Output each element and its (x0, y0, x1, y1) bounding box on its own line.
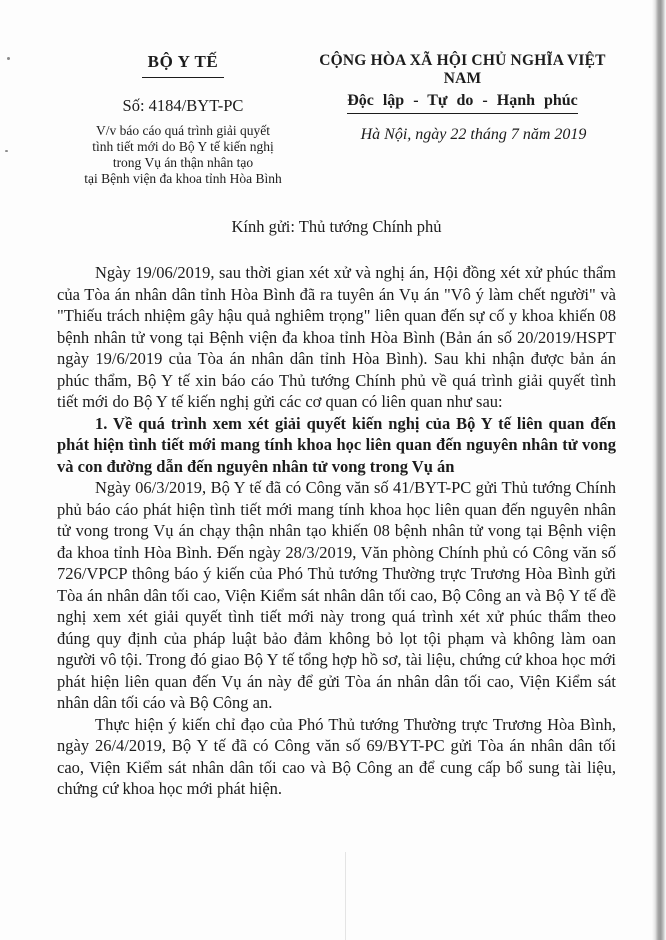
header-national-block (309, 52, 616, 187)
salutation: Kính gửi: Thủ tướng Chính phủ (231, 217, 442, 236)
header-issuer-block (57, 52, 309, 187)
document-number: Số: 4184/BYT-PC (122, 96, 244, 115)
scan-fold-line (345, 852, 346, 940)
subject-line: V/v báo cáo quá trình giải quyết (96, 123, 270, 138)
document-body (57, 262, 616, 800)
scan-speck (7, 57, 10, 60)
subject-line: tình tiết mới do Bộ Y tế kiến nghị (92, 139, 274, 154)
motto-wrap (309, 88, 616, 114)
body-paragraph: Ngày 19/06/2019, sau thời gian xét xử và nghị án, Hội đồng xét xử phúc thẩm của Tòa án nhân dân tỉnh Hòa Bình đã ra tuyên án Vụ án "Vô ý làm chết người" và "Thiếu trách nhiệm gây hậu quả nghiêm trọng" liên quan đến sự cố y khoa khiến 08 bệnh nhân tử vong tại Bệnh viện đa khoa tỉnh Hòa Bình (Bản án số 20/2019/HSPT ngày 19/6/2019 của Tòa án nhân dân tỉnh Hòa Bình). Sau khi nhận được bản án phúc thẩm, Bộ Y tế xin báo cáo Thủ tướng Chính phủ về quá trình giải quyết tình tiết mới do Bộ Y tế kiến nghị gửi các cơ quan có liên quan như sau: (57, 263, 616, 411)
document-header (57, 52, 616, 187)
place-and-date: Hà Nội, ngày 22 tháng 7 năm 2019 (360, 126, 587, 143)
scan-speck (5, 150, 8, 152)
body-paragraph: Ngày 06/3/2019, Bộ Y tế đã có Công văn số 41/BYT-PC gửi Thủ tướng Chính phủ báo cáo phát hiện tình tiết mới mang tính khoa học liên quan đến nguyên nhân tử vong trong Vụ án chạy thận nhân tạo khiến 08 bệnh nhân tử vong tại Bệnh viện đa khoa tỉnh Hòa Bình. Đến ngày 28/3/2019, Văn phòng Chính phủ có Công văn số 726/VPCP thông báo ý kiến của Phó Thủ tướng Thường trực Trương Hòa Bình gửi Tòa án nhân dân tối cao, Viện Kiểm sát nhân dân tối cao, Bộ Công an và Bộ Y tế đề nghị xem xét giải quyết tình tiết mới này trong quá trình xét xử phúc thẩm theo đúng quy định của pháp luật bảo đảm không bỏ lọt tội phạm và không làm oan người vô tội. Trong đó giao Bộ Y tế tổng hợp hồ sơ, tài liệu, chứng cứ khoa học mới phát hiện liên quan đến Vụ án này để gửi Tòa án nhân dân tối cao, Viện Kiểm sát nhân dân tối cáo và Bộ Công an. (57, 478, 616, 712)
body-paragraph: Thực hiện ý kiến chỉ đạo của Phó Thủ tướng Thường trực Trương Hòa Bình, ngày 26/4/2019, Bộ Y tế đã có Công văn số 69/BYT-PC gửi Tòa án nhân dân tối cao, Viện Kiểm sát nhân dân tối cao và Bộ Công an để cung cấp bổ sung tài liệu, chứng cứ khoa học mới phát hiện. (57, 714, 616, 798)
document-subject (57, 123, 309, 187)
issuer-org-name: BỘ Y TẾ (142, 52, 225, 78)
issuer-org-wrap (57, 52, 309, 78)
subject-line: tại Bệnh viện đa khoa tỉnh Hòa Bình (84, 171, 282, 186)
body-paragraph: 1. Về quá trình xem xét giải quyết kiến nghị của Bộ Y tế liên quan đến phát hiện tình tiết mới mang tính khoa học liên quan đến nguyên nhân tử vong và con đường dẫn đến nguyên nhân tử vong trong Vụ án (57, 413, 616, 476)
national-title: CỘNG HÒA XÃ HỘI CHỦ NGHĨA VIỆT NAM (319, 52, 606, 87)
subject-line: trong Vụ án thận nhân tạo (112, 155, 254, 170)
scan-edge-shadow (652, 0, 666, 940)
national-motto: Độc lập - Tự do - Hạnh phúc (347, 92, 578, 114)
